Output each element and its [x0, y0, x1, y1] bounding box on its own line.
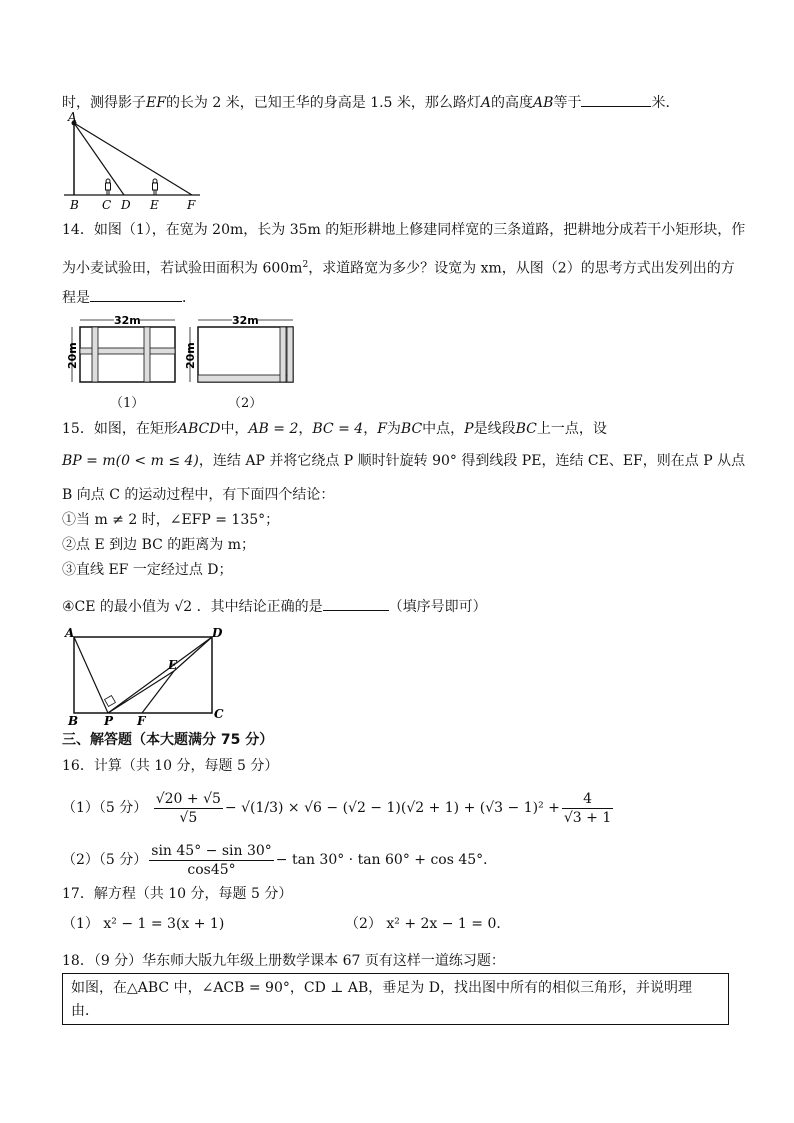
fraction	[154, 790, 223, 827]
q14-figure-1	[62, 312, 182, 392]
q15-line3: B 向点 C 的运动过程中，有下面四个结论：	[62, 487, 335, 503]
fig-label-b: B	[68, 714, 79, 728]
q13-figure	[62, 110, 202, 212]
q15-conclusion-2: ②点 E 到边 BC 的距离为 m；	[62, 537, 256, 553]
q15-line2	[62, 451, 745, 471]
q15-text: 中，	[220, 421, 249, 437]
q18-exercise-box	[62, 973, 729, 1025]
denominator: cos45°	[187, 861, 236, 878]
fig-label-a: A	[65, 626, 75, 640]
fig-label-e: E	[168, 658, 178, 672]
q18-box-line2: 由．	[71, 1003, 99, 1019]
q15-text: ，连结 AP 并将它绕点 P 顺时针旋转 90° 得到线段 PE，连结 CE、EF，则在点 P 从点	[198, 453, 746, 469]
denominator: √3 + 1	[563, 809, 612, 826]
q14-text: ．	[182, 290, 196, 306]
q15-abcd: ABCD	[177, 421, 221, 437]
q15-figure	[62, 625, 237, 728]
q15-bc: BC	[400, 421, 423, 437]
fig-label-e: E	[150, 198, 159, 212]
fig-label-p: P	[104, 714, 114, 728]
q16-p2-rest: − tan 30° · tan 60° + cos 45°．	[275, 852, 498, 868]
q15-conclusion-3: ③直线 EF 一定经过点 D；	[62, 562, 233, 578]
fig-label-d: D	[212, 626, 223, 640]
q13-text: 等于	[553, 95, 582, 111]
answer-blank[interactable]	[90, 286, 182, 302]
q18-head: 18．（9 分）华东师大版九年级上册数学课本 67 页有这样一道练习题：	[62, 953, 505, 969]
fig-label-a: A	[68, 110, 77, 124]
q16-p1-label: （1）（5 分）	[62, 800, 148, 816]
q16-p2-label: （2）（5 分）	[62, 852, 148, 868]
q14-text: ，求道路宽为多少？设宽为 xm，从图（2）的思考方式出发列出的方	[308, 260, 735, 277]
person-icon	[153, 179, 158, 195]
q18-box-line1: 如图，在△ABC 中，∠ACB = 90°，CD ⊥ AB，垂足为 D，找出图中所有的相似三角形，并说明理	[71, 980, 692, 996]
q13-a: A	[480, 95, 492, 111]
q14-text: 程是	[62, 290, 90, 306]
fig-label-b: B	[70, 198, 79, 212]
q15-text: 为	[386, 421, 401, 437]
fig-label-f: F	[137, 714, 146, 728]
numerator: sin 45° − sin 30°	[151, 842, 272, 859]
answer-blank[interactable]	[581, 91, 651, 107]
q13-text: 时，测得影子	[62, 95, 146, 111]
q15-text: ，	[298, 421, 313, 437]
q14-figure-2	[180, 312, 300, 392]
q13-ab: AB	[533, 95, 554, 111]
q14-sup: 2	[302, 260, 309, 270]
q13-ef: EF	[146, 95, 166, 111]
q15-text: 是线段	[473, 421, 516, 437]
q16-part1	[62, 786, 615, 830]
q16-part2	[62, 838, 497, 882]
denominator: √5	[179, 809, 198, 826]
q15-text: 上一点，设	[536, 421, 607, 437]
q15-bp: BP = m(0 < m ≤ 4)	[62, 453, 199, 469]
section-3-title: 三、解答题（本大题满分 75 分）	[62, 732, 274, 748]
q15-text: ④CE 的最小值为 √2 ．其中结论正确的是	[62, 599, 323, 615]
fig1-top-label: 32m	[114, 314, 141, 327]
fraction	[562, 790, 613, 827]
fig-label-d: D	[121, 198, 131, 212]
fig-label-f: F	[187, 198, 196, 212]
q15-f: F	[377, 421, 387, 437]
q14-line3	[62, 286, 196, 308]
numerator: 4	[562, 790, 613, 809]
q13-unit: 米．	[651, 95, 680, 111]
q14-line1: 14．如图（1），在宽为 20m，长为 35m 的矩形耕地上修建同样宽的三条道路，把耕地分成若干小矩形块，作	[62, 222, 746, 238]
q15-text: ，	[363, 421, 378, 437]
q17-head: 17．解方程（共 10 分，每题 5 分）	[62, 886, 293, 902]
q16-p1-mid: − √(1/3) × √6 − (√2 − 1)(√2 + 1) + (√3 − 1)² +	[224, 800, 560, 816]
q17-part2: （2） x² + 2x − 1 = 0．	[345, 916, 511, 932]
fig1-caption: （1）	[110, 396, 145, 411]
q15-p: P	[464, 421, 474, 437]
q15-bc: BC	[515, 421, 537, 437]
answer-blank[interactable]	[323, 595, 389, 611]
fig-label-c: C	[214, 707, 224, 721]
q15-bc-eq: BC = 4	[312, 421, 364, 437]
q15-ab-eq: AB = 2	[248, 421, 299, 437]
fig-label-c: C	[102, 198, 112, 212]
fraction	[149, 842, 274, 879]
q15-conclusion-1: ①当 m ≠ 2 时，∠EFP = 135°；	[62, 512, 280, 528]
q15-text: 15．如图，在矩形	[62, 421, 178, 437]
q17-part1: （1） x² − 1 = 3(x + 1)	[62, 916, 225, 932]
fig2-side-label: 20m	[184, 342, 197, 369]
q13-text: 的长为 2 米，已知王华的身高是 1.5 米，那么路灯	[165, 95, 481, 111]
numerator: √20 + √5	[155, 790, 221, 807]
fig2-top-label: 32m	[232, 314, 259, 327]
fig1-side-label: 20m	[66, 342, 79, 369]
q14-line2	[62, 255, 735, 279]
q15-text: 中点，	[422, 421, 465, 437]
person-icon	[106, 179, 111, 195]
fig2-caption: （2）	[228, 396, 263, 411]
q15-conclusion-4	[62, 595, 487, 617]
q13-text: 的高度	[491, 95, 534, 111]
q14-text: 为小麦试验田，若试验田面积为 600m	[62, 260, 303, 277]
q13-line	[62, 91, 679, 113]
q15-line1	[62, 419, 607, 439]
q15-text: （填序号即可）	[388, 599, 487, 615]
q16-head: 16．计算（共 10 分，每题 5 分）	[62, 758, 279, 774]
